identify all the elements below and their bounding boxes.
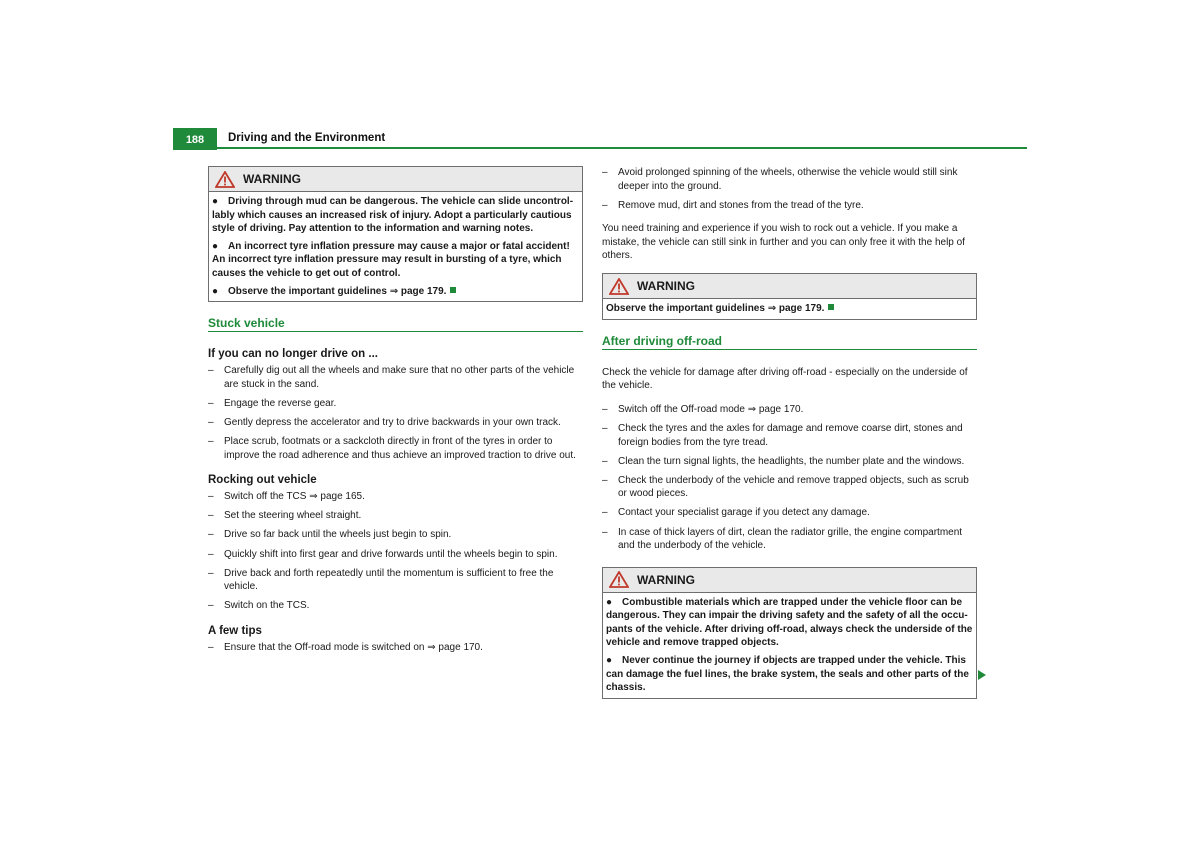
- warning-title: WARNING: [637, 279, 695, 294]
- warning-header: [603, 274, 976, 299]
- bullet-icon: ●: [212, 285, 219, 297]
- end-of-section-icon: [828, 304, 834, 310]
- warning-header: [209, 167, 582, 192]
- page-reference-link[interactable]: Switch off the Off-road mode ⇒ page 170.: [618, 403, 804, 415]
- section-title: Driving and the Environment: [228, 132, 386, 144]
- list-item: – Switch off the Off-road mode ⇒ page 170.: [602, 403, 804, 415]
- heading-stuck-vehicle: Stuck vehicle: [208, 316, 583, 332]
- after-paragraph: Check the vehicle for damage after driving off-road - especially on the underside of the vehicle.: [602, 366, 968, 392]
- warning-body: [209, 192, 582, 301]
- continue-arrow-icon[interactable]: [978, 670, 986, 680]
- list-item: – Switch off the TCS ⇒ page 165.: [208, 491, 365, 503]
- page-reference-link[interactable]: Ensure that the Off-road mode is switched on ⇒ page 170.: [224, 641, 483, 653]
- list-item: – Drive back and forth repeatedly until the momentum is sufficient to free the vehicle.: [208, 567, 554, 593]
- page-header: [173, 128, 1027, 150]
- warning-paragraph: [606, 302, 973, 316]
- right-column: [602, 166, 977, 709]
- page-reference-link[interactable]: Observe the important guidelines ⇒ page 179.: [228, 285, 447, 297]
- warning-box-guidelines: [602, 273, 977, 320]
- subheading-a-few-tips: A few tips: [208, 624, 262, 637]
- header-rule: [217, 147, 1027, 149]
- bullet-icon: ●: [212, 196, 219, 207]
- bullet-icon: ●: [212, 240, 219, 252]
- list-item: – In case of thick layers of dirt, clean the radiator grille, the engine compartment and the underbody of the vehicle.: [602, 526, 963, 552]
- warning-paragraph: ● Combustible materials which are trapped under the vehicle floor can be dangerous. They can impair the driving safety and the safety of all the occu-pants of the vehicle. After driving off-road, always check the underside of the vehicle and remove trapped objects.: [606, 596, 973, 649]
- list-item: – Gently depress the accelerator and try to drive backwards in your own track.: [208, 416, 561, 428]
- warning-box-combustible: [602, 567, 977, 699]
- list-item: – Place scrub, footmats or a sackcloth directly in front of the tyres in order to improve the road adherence and thus achieve an improved traction to drive out.: [208, 436, 576, 461]
- warning-paragraph: ● An incorrect tyre inflation pressure may cause a major or fatal accident! An incorrect tyre inflation pressure may result in bursting of a tyre, which causes the vehicle to get out of control.: [212, 240, 570, 279]
- page-reference-link[interactable]: Switch off the TCS ⇒ page 165.: [224, 491, 365, 503]
- warning-paragraph: [212, 285, 579, 299]
- page-number: 188: [173, 128, 217, 150]
- warning-paragraph: ● Driving through mud can be dangerous. The vehicle can slide uncontrol-lably which causes an increased risk of injury. Adopt a particularly cautious style of driving. Pay attention to the information and warning notes.: [212, 196, 574, 235]
- list-item: – Set the steering wheel straight.: [208, 510, 362, 522]
- bullet-icon: ●: [606, 655, 613, 667]
- warning-title: WARNING: [243, 172, 301, 186]
- warning-paragraph: ● Never continue the journey if objects are trapped under the vehicle. This can damage the fuel lines, the brake system, the seals and other parts of the chassis.: [606, 655, 969, 694]
- warning-triangle-icon: [215, 171, 235, 188]
- list-item: – Ensure that the Off-road mode is switched on ⇒ page 170.: [208, 641, 483, 653]
- heading-after-off-road: After driving off-road: [602, 334, 977, 350]
- warning-triangle-icon: [609, 571, 629, 588]
- list-item: – Check the tyres and the axles for damage and remove coarse dirt, stones and foreign bodies from the tyre tread.: [602, 422, 963, 448]
- warning-box-mud: [208, 166, 583, 302]
- list-item: – Switch on the TCS.: [208, 600, 310, 612]
- bullet-icon: ●: [606, 596, 613, 608]
- warning-header: [603, 568, 976, 593]
- list-item: – Carefully dig out all the wheels and make sure that no other parts of the vehicle are stuck in the sand.: [208, 365, 575, 390]
- list-item: – Contact your specialist garage if you detect any damage.: [602, 507, 870, 519]
- warning-triangle-icon: [609, 278, 629, 295]
- page-reference-link[interactable]: Observe the important guidelines ⇒ page 179.: [606, 303, 825, 315]
- list-item: – Remove mud, dirt and stones from the tread of the tyre.: [602, 199, 864, 211]
- training-paragraph: You need training and experience if you wish to rock out a vehicle. If you make a mistake, the vehicle can still sink in further and you can only free it with the help of others.: [602, 223, 965, 262]
- list-item: – Quickly shift into first gear and drive forwards until the wheels begin to spin.: [208, 548, 558, 560]
- end-of-section-icon: [450, 287, 456, 293]
- list-item: – Engage the reverse gear.: [208, 397, 337, 409]
- list-item: – Check the underbody of the vehicle and remove trapped objects, such as scrub or wood pieces.: [602, 474, 969, 500]
- warning-title: WARNING: [637, 572, 695, 587]
- list-item: – Clean the turn signal lights, the headlights, the number plate and the windows.: [602, 455, 965, 467]
- subheading-no-longer-drive: If you can no longer drive on ...: [208, 348, 378, 361]
- list-item: – Avoid prolonged spinning of the wheels, otherwise the vehicle would still sink deeper into the ground.: [602, 167, 958, 192]
- left-column: [208, 166, 583, 660]
- warning-body: [603, 299, 976, 319]
- warning-body: [603, 593, 976, 698]
- list-item: – Drive so far back until the wheels just begin to spin.: [208, 529, 452, 541]
- subheading-rocking-out: Rocking out vehicle: [208, 474, 317, 487]
